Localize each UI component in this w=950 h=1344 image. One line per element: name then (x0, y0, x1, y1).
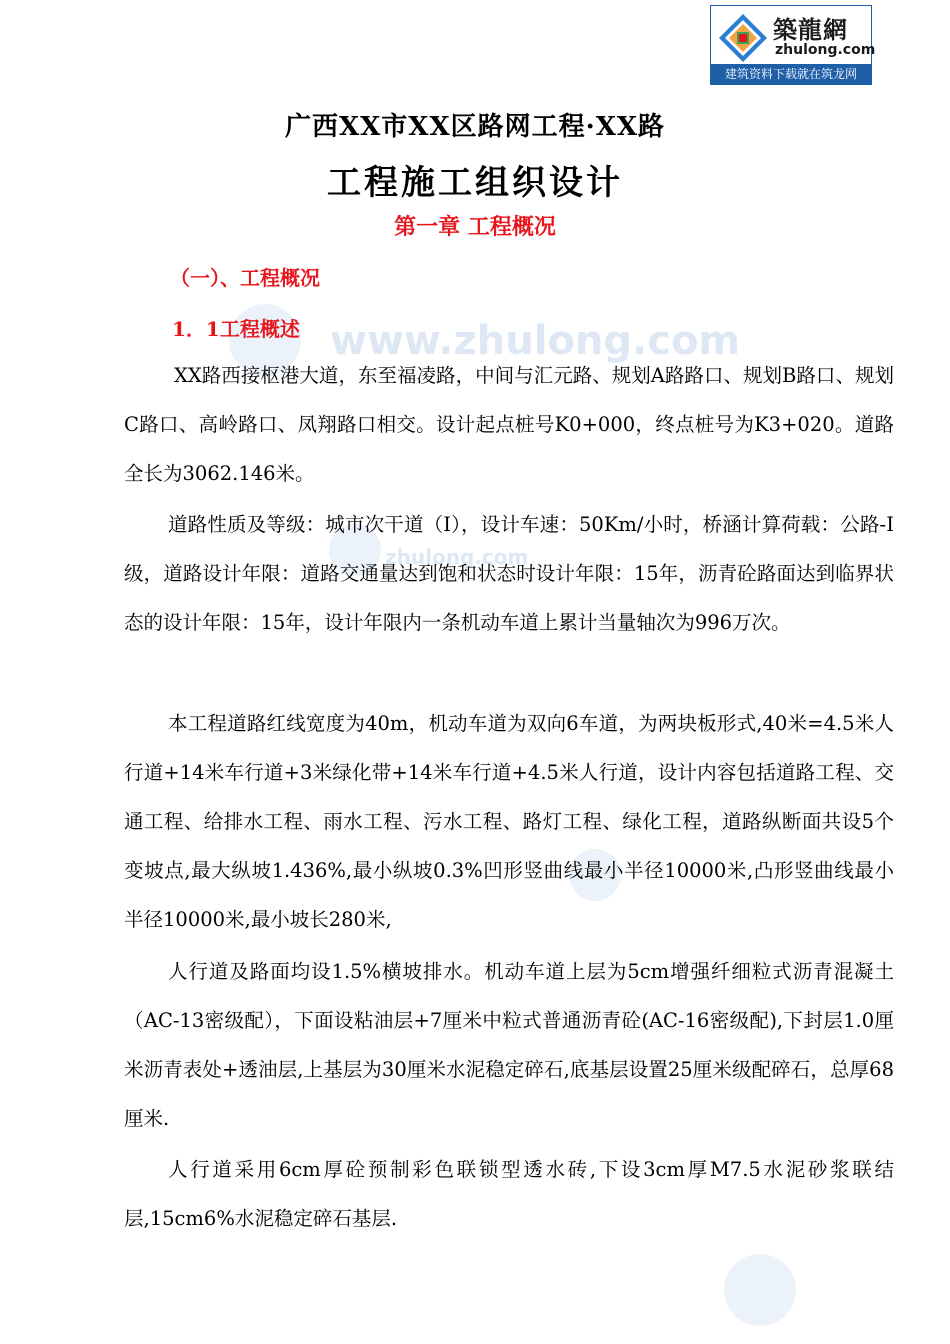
watermark-snowflake-icon (720, 1250, 800, 1330)
watermark-text: www.zhulong.com (330, 318, 741, 364)
logo-domain: zhulong.com (775, 42, 876, 58)
document-title: 广西XX市XX区路网工程·XX路 (284, 112, 666, 142)
paragraph: 人行道及路面均设1.5%横坡排水。机动车道上层为5cm增强纤细粒式沥青混凝土（AC-13密级配），下面设粘油层+7厘米中粒式普通沥青砼(AC-16密级配),下封层1.0厘米沥青表处+透油层,上基层为30厘米水泥稳定碎石,底基层设置25厘米级配碎石，总厚68厘米. (124, 960, 894, 1130)
logo-name: 築龍網 (773, 15, 848, 44)
subsection-heading: 1．1工程概述 (172, 317, 300, 341)
body-text (124, 500, 894, 647)
paragraph: 本工程道路红线宽度为40m，机动车道为双向6车道，为两块板形式,40米=4.5米人行道+14米车行道+3米绿化带+14米车行道+4.5米人行道，设计内容包括道路工程、交通工程、给排水工程、雨水工程、污水工程、路灯工程、绿化工程，道路纵断面共设5个变坡点,最大纵坡1.436%,最小纵坡0.3%凹形竖曲线最小半径10000米,凸形竖曲线最小半径10000米,最小坡长280米, (124, 712, 894, 931)
watermark-text: zhulong.com (385, 545, 529, 569)
paragraph: 人行道采用6cm厚砼预制彩色联锁型透水砖,下设3cm厚M7.5水泥砂浆联结层,15cm6%水泥稳定碎石基层. (124, 1158, 894, 1230)
paragraph: XX路西接枢港大道，东至福凌路，中间与汇元路、规划A路路口、规划B路口、规划C路口、高岭路口、凤翔路口相交。设计起点桩号K0+000，终点桩号为K3+020。道路全长为3062.146米。 (124, 364, 894, 485)
body-text (124, 947, 894, 1143)
section-heading: （一）、工程概况 (170, 266, 320, 290)
chapter-heading: 第一章 工程概况 (394, 214, 556, 240)
document-subtitle: 工程施工组织设计 (327, 163, 623, 203)
paragraph: 道路性质及等级：城市次干道（Ⅰ），设计车速：50Km/小时，桥涵计算荷载：公路-Ⅰ级，道路设计年限：道路交通量达到饱和状态时设计年限：15年，沥青砼路面达到临界状态的设计年限：15年，设计年限内一条机动车道上累计当量轴次为996万次。 (124, 513, 894, 634)
body-text (124, 1145, 894, 1243)
body-text (124, 351, 894, 498)
zhulong-logo (710, 5, 876, 85)
logo-diamond-icon (717, 12, 769, 64)
logo-tagline: 建筑资料下载就在筑龙网 (711, 64, 871, 84)
body-text (124, 699, 894, 944)
